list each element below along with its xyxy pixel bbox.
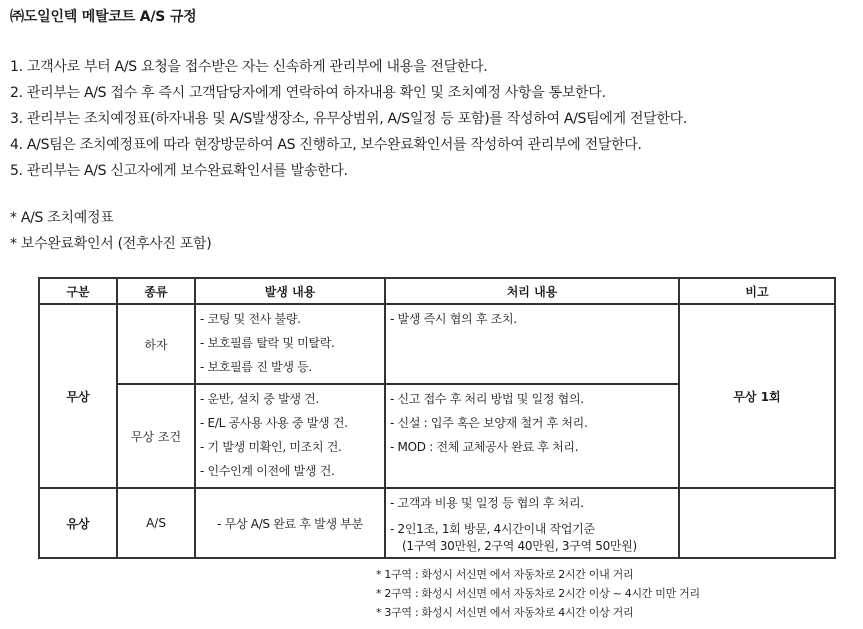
- procedure-step: 2. 관리부는 A/S 접수 후 즉시 고객담당자에게 연락하여 하자내용 확인 및 조치예정 사항을 통보한다.: [10, 85, 606, 101]
- list-item: - E/L 공사용 사용 중 발생 건.: [200, 416, 348, 430]
- type-as: A/S: [117, 488, 195, 558]
- type-defect: 하자: [117, 304, 195, 384]
- occurrence-free-condition: [195, 384, 385, 488]
- remark-free: 무상 1회: [679, 304, 835, 488]
- list-item: - 코팅 및 전사 불량.: [200, 312, 301, 326]
- procedure-step: 1. 고객사로 부터 A/S 요청을 접수받은 자는 신속하게 관리부에 내용을 전달한다.: [10, 59, 488, 75]
- procedure-step: 4. A/S팀은 조치예정표에 따라 현장방문하여 AS 진행하고, 보수완료확인서를 작성하여 관리부에 전달한다.: [10, 137, 642, 153]
- footnote: * 2구역 : 화성시 서신면 에서 자동차로 2시간 이상 ~ 4시간 미만 거리: [376, 587, 700, 600]
- occurrence-paid: - 무상 A/S 완료 후 발생 부분: [195, 488, 385, 558]
- table-header-row: [39, 278, 835, 304]
- table-row: [39, 304, 835, 384]
- list-item: - 운반, 설치 중 발생 건.: [200, 392, 319, 406]
- procedure-list: [10, 54, 687, 184]
- table-row: [39, 488, 835, 558]
- list-item: - 인수인계 이전에 발생 건.: [200, 464, 335, 478]
- list-item: - 고객과 비용 및 일정 등 협의 후 처리.: [390, 496, 584, 510]
- list-item: - 기 발생 미확인, 미조치 건.: [200, 440, 342, 454]
- pricing-note: (1구역 30만원, 2구역 40만원, 3구역 50만원): [402, 539, 637, 553]
- remark-paid: [679, 488, 835, 558]
- handling-defect: [385, 304, 679, 384]
- type-free-condition: 무상 조건: [117, 384, 195, 488]
- list-item: - 2인1조, 1회 방문, 4시간이내 작업기준: [390, 522, 595, 536]
- required-documents: [10, 205, 211, 257]
- category-free: 무상: [39, 304, 117, 488]
- occurrence-defect: [195, 304, 385, 384]
- handling-paid: [385, 488, 679, 558]
- page-title: ㈜도일인텍 메탈코트 A/S 규정: [10, 9, 197, 25]
- category-paid: 유상: [39, 488, 117, 558]
- document-note: * A/S 조치예정표: [10, 210, 114, 226]
- document-note: * 보수완료확인서 (전후사진 포함): [10, 236, 212, 252]
- list-item: - 발생 즉시 협의 후 조치.: [390, 312, 517, 326]
- list-item: - 보호필름 탈락 및 미탈락.: [200, 336, 335, 350]
- handling-free-condition: [385, 384, 679, 488]
- list-item: - 신고 접수 후 처리 방법 및 일정 협의.: [390, 392, 584, 406]
- header-remark: 비고: [679, 278, 835, 304]
- header-category: 구분: [39, 278, 117, 304]
- footnote: * 3구역 : 화성시 서신면 에서 자동차로 4시간 이상 거리: [376, 606, 634, 619]
- as-policy-table: [38, 277, 836, 559]
- header-type: 종류: [117, 278, 195, 304]
- list-item: - 신설 : 입주 혹은 보양재 철거 후 처리.: [390, 416, 588, 430]
- header-handling: 처리 내용: [385, 278, 679, 304]
- procedure-step: 3. 관리부는 조치예정표(하자내용 및 A/S발생장소, 유무상범위, A/S일정 등 포함)를 작성하여 A/S팀에게 전달한다.: [10, 111, 687, 127]
- list-item: - MOD : 전체 교체공사 완료 후 처리.: [390, 440, 579, 454]
- zone-footnotes: [376, 565, 700, 622]
- list-item: - 보호필름 진 발생 등.: [200, 360, 312, 374]
- header-occurrence: 발생 내용: [195, 278, 385, 304]
- footnote: * 1구역 : 화성시 서신면 에서 자동차로 2시간 이내 거리: [376, 568, 634, 581]
- procedure-step: 5. 관리부는 A/S 신고자에게 보수완료확인서를 발송한다.: [10, 163, 348, 179]
